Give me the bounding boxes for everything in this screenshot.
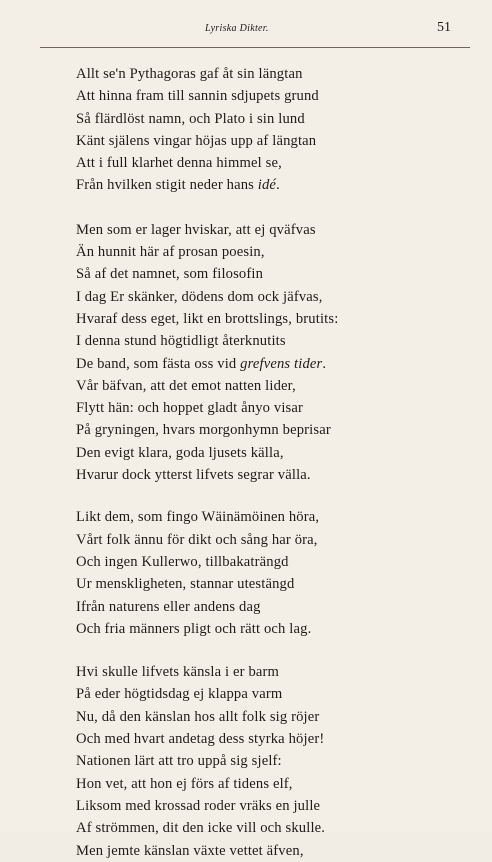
poem-line: Och fria männers pligt och rätt och lag. xyxy=(76,620,312,637)
poem-line xyxy=(76,353,486,375)
poem-line: Ifrån naturens eller andens dag xyxy=(76,598,261,615)
poem-body xyxy=(76,63,486,862)
stanza xyxy=(76,506,486,640)
page-header xyxy=(0,19,492,41)
poem-line: Ur menskligheten, stannar utestängd xyxy=(76,576,295,593)
poem-line: Nationen lärt att tro uppå sig sjelf: xyxy=(76,753,282,770)
stanza-gap xyxy=(76,197,486,219)
poem-line: Och ingen Kullerwo, tillbakaträngd xyxy=(76,553,289,570)
page-number: 51 xyxy=(437,20,451,35)
poem-line: Men jemte känslan växte vettet äfven, xyxy=(76,842,304,859)
poem-line: Hvaraf dess eget, likt en brottslings, brutits: xyxy=(76,310,339,327)
stanza-gap xyxy=(76,640,486,661)
line-text: . xyxy=(322,355,327,372)
running-title: Lyriska Dikter. xyxy=(205,23,269,34)
poem-line: Liksom med krossad roder vräks en julle xyxy=(76,797,321,814)
emphasized-text: idé xyxy=(257,177,277,194)
line-text: De band, som fästa oss vid xyxy=(76,355,241,372)
poem-line: Vår bäfvan, att det emot natten lider, xyxy=(76,377,296,394)
poem-line: Vårt folk ännu för dikt och sång har öra, xyxy=(76,531,318,548)
line-text: Från hvilken stigit neder hans xyxy=(76,177,258,194)
poem-line: Känt själens vingar höjas upp af längtan xyxy=(76,132,317,149)
poem-line: I denna stund högtidligt återknutits xyxy=(76,333,286,350)
poem-line: Att i full klarhet denna himmel se, xyxy=(76,155,282,172)
poem-line: Hon vet, att hon ej förs af tidens elf, xyxy=(76,775,293,792)
poem-line: Att hinna fram till sannin sdjupets grund xyxy=(76,88,319,105)
poem-line: Allt se'n Pythagoras gaf åt sin längtan xyxy=(76,66,303,82)
line-text: . xyxy=(276,177,280,194)
poem-line: Flytt hän: och hoppet gladt ånyo visar xyxy=(76,400,304,417)
poem-line: Af strömmen, dit den icke vill och skulle. xyxy=(76,820,326,837)
poem-line: Den evigt klara, goda ljusets källa, xyxy=(76,444,284,461)
poem-line: Hvarur dock ytterst lifvets segrar välla. xyxy=(76,467,311,484)
poem-line: Och med hvart andetag dess styrka höjer! xyxy=(76,731,325,748)
poem-line: Nu, då den känslan hos allt folk sig röjer xyxy=(76,708,320,725)
poem-line: Så af det namnet, som filosofin xyxy=(76,266,264,283)
poem-line: Så flärdlöst namn, och Plato i sin lund xyxy=(76,110,305,127)
stanza-gap xyxy=(76,486,486,506)
poem-line: På eder högtidsdag ej klappa varm xyxy=(76,686,283,703)
stanza xyxy=(76,219,486,487)
poem-line: Hvi skulle lifvets känsla i er barm xyxy=(76,664,280,681)
stanza xyxy=(76,63,486,197)
stanza xyxy=(76,661,486,862)
header-rule xyxy=(40,47,470,48)
poem-line xyxy=(76,174,486,196)
poem-line: På gryningen, hvars morgonhymn beprisar xyxy=(76,422,331,439)
poem-line: Men som er lager hviskar, att ej qväfvas xyxy=(76,221,316,238)
poem-line: I dag Er skänker, dödens dom ock jäfvas, xyxy=(76,288,323,305)
emphasized-text: grefvens tider xyxy=(240,355,323,372)
poem-line: Likt dem, som fingo Wäinämöinen höra, xyxy=(76,509,320,526)
poem-line: Än hunnit här af prosan poesin, xyxy=(76,244,265,261)
